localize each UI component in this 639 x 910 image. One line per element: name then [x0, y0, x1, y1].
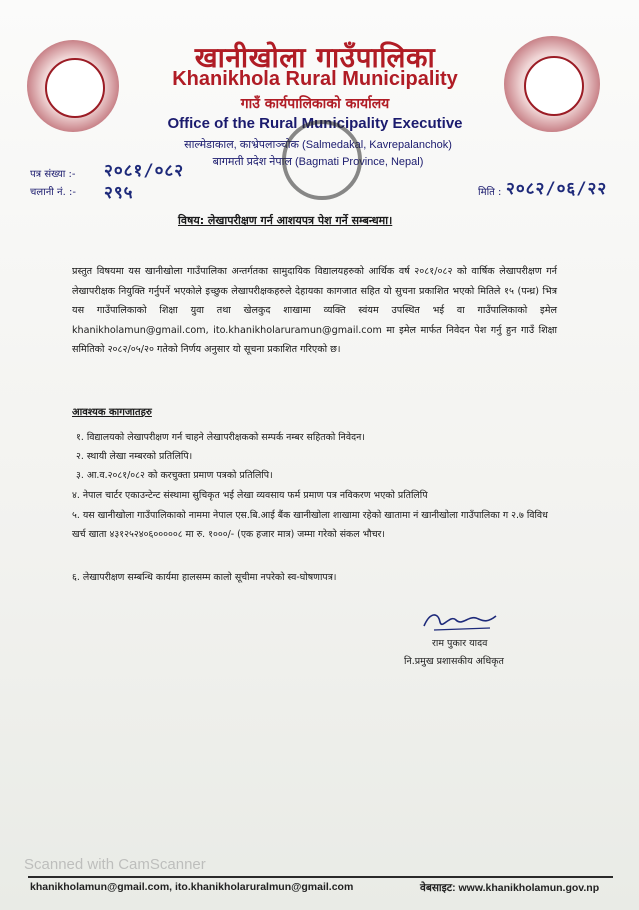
scanner-watermark: Scanned with CamScanner: [24, 856, 206, 873]
chalani-value: २९५: [104, 183, 134, 203]
address-line-2: बागमती प्रदेश नेपाल (Bagmati Province, Nepal): [212, 156, 424, 168]
patra-sankhya-value: २०८१/०८२: [104, 161, 185, 181]
office-title-en: Office of the Rural Municipality Executive: [167, 115, 463, 132]
footer-website: वेबसाइट: www.khanikholamun.gov.np: [420, 882, 600, 894]
office-stamp: [282, 120, 362, 200]
date-value: २०८२/०६/२२: [506, 179, 608, 199]
notice-body: प्रस्तुत विषयमा यस खानीखोला गाउँपालिका अन्तर्गतका सामुदायिक विद्यालयहरुको आर्थिक वर्ष २०८१/०८२ को वार्षिक लेखापरीक्षण गर्न लेखापरीक्षक नियुक्ति गर्नुपर्ने भएकोले इच्छुक लेखापरीक्षकहरुले देहायका कागजात सहित यो सुचना प्रकाशित भएको मितिले १५ (पन्ध्र) भित्र यस गाउँपालिकाको शिक्षा युवा तथा खेलकुद शाखामा व्यक्ति स्वंयम उपस्थित भई वा गाउँपालिकाको इमेल khanikholamun@gmail.com, ito.khanikholaruramun@gmail.com मा इमेल मार्फत निवेदन पेश गर्नु हुन गाउँ शिक्षा समितिको २०८२/०५/२० गतेको निर्णय अनुसार यो सूचना प्रकाशित गरिएको छ।: [72, 266, 557, 355]
office-title-np: गाउँ कार्यपालिकाको कार्यालय: [240, 96, 390, 112]
subject-line: विषय: लेखापरीक्षण गर्न आशयपत्र पेश गर्ने सम्बन्धमा।: [178, 214, 393, 227]
requirement-item: ६. लेखापरीक्षण सम्बन्धि कार्यमा हालसम्म कालो सूचीमा नपरेको स्व-घोषणापत्र।: [72, 572, 337, 583]
footer-divider: [28, 876, 613, 878]
requirement-item: २. स्थायी लेखा नम्बरको प्रतिलिपि।: [76, 451, 193, 462]
requirements-heading: आवश्यक कागजातहरु: [72, 407, 152, 418]
requirement-item: ३. आ.व.२०८१/०८२ को करचुक्ता प्रमाण पत्रको प्रतिलिपि।: [76, 470, 273, 481]
requirement-item: ५. यस खानीखोला गाउँपालिकाको नाममा नेपाल एस.बि.आई बैंक खानीखोला शाखामा रहेको खातामा नं खानीखोला गाउँपालिका ग २.७ विविध खर्च खाता ४३१२५२४०६०००००८ मा रु. १०००/- (एक हजार मात्र) जम्मा गरेको संकल भौचर।: [72, 510, 548, 540]
municipality-emblem-left: [27, 40, 119, 132]
signatory-title: नि.प्रमुख प्रशासकीय अधिकृत: [404, 656, 504, 667]
patra-sankhya-label: पत्र संख्या :-: [30, 169, 76, 180]
requirement-item: १. विद्यालयको लेखापरीक्षण गर्न चाहने लेखापरीक्षकको सम्पर्क नम्बर सहितको निवेदन।: [76, 432, 365, 443]
footer-emails: khanikholamun@gmail.com, ito.khanikholaruralmun@gmail.com: [30, 881, 354, 893]
signatory-name: राम पुकार यादव: [432, 638, 488, 649]
municipality-emblem-right: [504, 36, 600, 132]
address-line-1: साल्मेडाकाल, काभ्रेपलाञ्चोक (Salmedakal, Kavrepalanchok): [184, 139, 452, 151]
chalani-label: चलानी नं. :-: [30, 187, 76, 198]
requirement-item: ४. नेपाल चार्टर एकाउन्टेन्ट संस्थामा सुचिकृत भई लेखा व्यवसाय फर्म प्रमाण पत्र नविकरण भएको प्रतिलिपि: [72, 490, 428, 501]
letterhead-title-en: Khanikhola Rural Municipality: [172, 68, 458, 90]
signature-mark: [420, 608, 500, 634]
letterhead-title-np: खानीखोला गाउँपालिका: [194, 41, 436, 74]
date-label: मिति :: [478, 187, 502, 198]
